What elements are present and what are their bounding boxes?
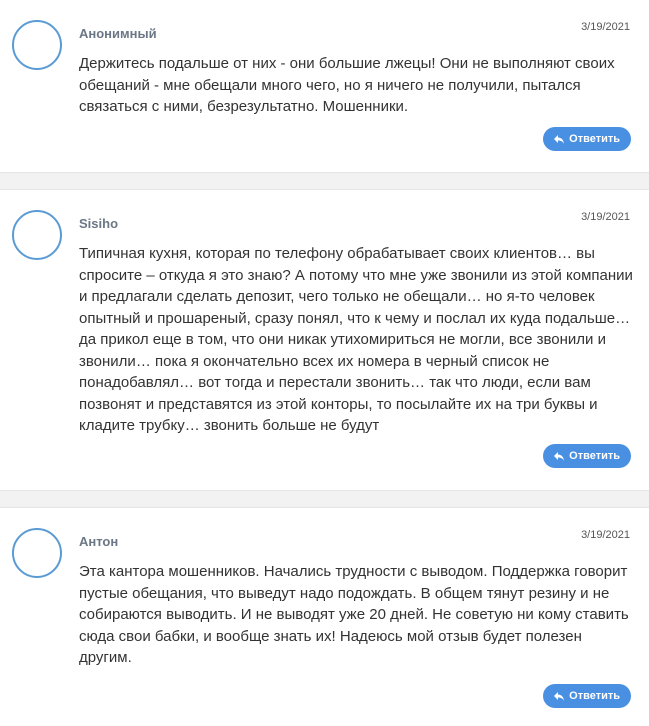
reply-arrow-icon [553,450,565,462]
review-card [0,508,649,726]
reply-button[interactable] [543,127,631,151]
review-separator [0,172,649,190]
review-date: 3/19/2021 [581,211,630,223]
review-date: 3/19/2021 [581,529,630,541]
avatar [12,528,62,578]
reply-button-label: Ответить [569,133,620,145]
reply-arrow-icon [553,133,565,145]
review-separator [0,490,649,508]
review-author: Sisiho [79,216,119,231]
reply-button[interactable] [543,444,631,468]
review-card [0,190,649,490]
reply-button-label: Ответить [569,450,620,462]
review-text: Эта кантора мошенников. Начались трудности с выводом. Поддержка говорит пустые обещания, что выведут надо подождать. В общем тянут резину и не собираются выводить. И не выводят уже 20 дней. Не советую ни кому ставить сюда свои бабки, и вообще знать их! Надеюсь мой отзыв будет полезен другим. [79,563,629,666]
reply-button-label: Ответить [569,690,620,702]
reply-button[interactable] [543,684,631,708]
review-author: Анонимный [79,26,157,41]
review-card [0,0,649,172]
avatar [12,210,62,260]
reply-arrow-icon [553,690,565,702]
review-text: Типичная кухня, которая по телефону обрабатывает своих клиентов… вы спросите – откуда я это знаю? А потому что мне уже звонили из этой компании и предлагали сделать депозит, чего только не обещали… но я-то человек опытный и прошареный, сразу понял, что к чему и послал их куда подальше… да прикол еще в том, что они никак утихомириться не могли, все звонили и звонили… пока я окончательно всех их номера в черный список не понадобавлял… вот тогда и перестали звонить… так что люди, если вам позвонят и представятся из этой конторы, то посылайте их на три буквы и кладите трубку… звонить больше не будут [79,245,633,434]
review-date: 3/19/2021 [581,21,630,33]
avatar [12,20,62,70]
review-author: Антон [79,534,119,549]
review-text: Держитесь подальше от них - они большие лжецы! Они не выполняют своих обещаний - мне обещали много чего, но я ничего не получили, пытался связаться с ними, безрезультатно. Мошенники. [79,55,615,115]
